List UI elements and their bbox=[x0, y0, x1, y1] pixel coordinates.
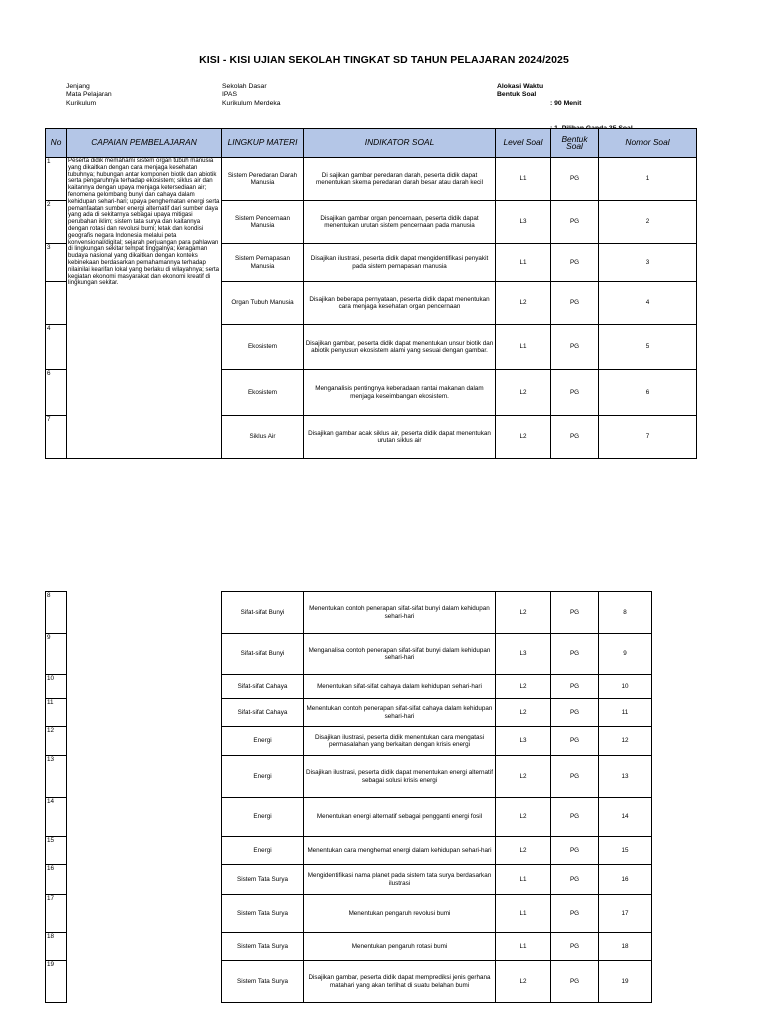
row-bentuk: PG bbox=[551, 416, 599, 459]
row-level: L1 bbox=[496, 933, 551, 961]
row-indikator: Disajikan gambar, peserta didik dapat menentukan unsur biotik dan abiotik penyusun ekosistem alami yang sesuai dengan gambar. bbox=[304, 325, 496, 370]
row-indikator: Menentukan contoh penerapan sifat-sifat cahaya dalam kehidupan sehari-hari bbox=[304, 699, 496, 727]
row-no: 17 bbox=[46, 895, 67, 933]
row-nomor: 19 bbox=[599, 961, 652, 1003]
row-level: L2 bbox=[496, 798, 551, 837]
row-bentuk: PG bbox=[551, 961, 599, 1003]
meta-value-mapel: IPAS bbox=[222, 91, 237, 99]
row-bentuk: PG bbox=[551, 837, 599, 865]
row-lingkup: Sifat-sifat Bunyi bbox=[222, 634, 304, 675]
row-no: 2 bbox=[46, 201, 67, 244]
row-lingkup: Sistem Tata Surya bbox=[222, 895, 304, 933]
row-lingkup: Sistem Tata Surya bbox=[222, 933, 304, 961]
header-indikator: INDIKATOR SOAL bbox=[304, 129, 496, 158]
row-indikator: Disajikan gambar, peserta didik dapat memprediksi jenis gerhana matahari yang akan terlihat di suatu belahan bumi bbox=[304, 961, 496, 1003]
row-lingkup: Ekosistem bbox=[222, 370, 304, 416]
row-no: 15 bbox=[46, 837, 67, 865]
row-no: 18 bbox=[46, 933, 67, 961]
row-lingkup: Energi bbox=[222, 837, 304, 865]
row-indikator: Mengidentifikasi nama planet pada sistem tata surya berdasarkan ilustrasi bbox=[304, 865, 496, 895]
row-level: L2 bbox=[496, 370, 551, 416]
header-lingkup: LINGKUP MATERI bbox=[222, 129, 304, 158]
meta-label-alokasi: Alokasi Waktu bbox=[497, 83, 544, 90]
row-level: L3 bbox=[496, 727, 551, 756]
row-nomor: 11 bbox=[599, 699, 652, 727]
row-level: L2 bbox=[496, 699, 551, 727]
table-row bbox=[46, 158, 697, 201]
row-indikator: Di sajikan gambar peredaran darah, peserta didik dapat menentukan skema peredaran darah besar atau darah kecil bbox=[304, 158, 496, 201]
row-no: 9 bbox=[46, 634, 67, 675]
header-no: No bbox=[46, 129, 67, 158]
row-indikator: Disajikan gambar organ pencernaan, peserta didik dapat menentukan urutan sistem pencernaan pada manusia bbox=[304, 201, 496, 244]
meta-values bbox=[222, 83, 281, 108]
row-nomor: 17 bbox=[599, 895, 652, 933]
row-bentuk: PG bbox=[551, 675, 599, 699]
row-level: L2 bbox=[496, 416, 551, 459]
row-bentuk: PG bbox=[551, 865, 599, 895]
row-lingkup: Sifat-sifat Bunyi bbox=[222, 592, 304, 634]
row-lingkup: Energi bbox=[222, 798, 304, 837]
row-level: L1 bbox=[496, 865, 551, 895]
row-level: L2 bbox=[496, 282, 551, 325]
row-nomor: 6 bbox=[599, 370, 697, 416]
row-no: 19 bbox=[46, 961, 67, 1003]
kisi-table-page-1 bbox=[45, 128, 697, 459]
row-no: 16 bbox=[46, 865, 67, 895]
row-level: L2 bbox=[496, 837, 551, 865]
row-nomor: 13 bbox=[599, 756, 652, 798]
row-level: L3 bbox=[496, 201, 551, 244]
meta-value-jenjang: Sekolah Dasar bbox=[222, 83, 267, 90]
row-no: 6 bbox=[46, 370, 67, 416]
row-lingkup: Sistem Tata Surya bbox=[222, 961, 304, 1003]
row-bentuk: PG bbox=[551, 592, 599, 634]
row-bentuk: PG bbox=[551, 158, 599, 201]
header-nomor: Nomor Soal bbox=[599, 129, 697, 158]
kisi-table-page-2 bbox=[45, 591, 652, 1003]
row-indikator: Menentukan contoh penerapan sifat-sifat bunyi dalam kehidupan sehari-hari bbox=[304, 592, 496, 634]
row-indikator: Disajikan beberapa pernyataan, peserta didik dapat menentukan cara menjaga kesehatan organ pencernaan bbox=[304, 282, 496, 325]
row-level: L1 bbox=[496, 244, 551, 282]
row-lingkup: Sifat-sifat Cahaya bbox=[222, 699, 304, 727]
row-nomor: 3 bbox=[599, 244, 697, 282]
row-nomor: 18 bbox=[599, 933, 652, 961]
blank-gap bbox=[67, 592, 222, 1003]
table-header-row bbox=[46, 129, 697, 158]
meta-label-bentuk: Bentuk Soal bbox=[497, 91, 537, 99]
row-no bbox=[46, 282, 67, 325]
row-lingkup: Sistem Pencernaan Manusia bbox=[222, 201, 304, 244]
row-bentuk: PG bbox=[551, 201, 599, 244]
row-nomor: 12 bbox=[599, 727, 652, 756]
meta-label-jenjang: Jenjang bbox=[66, 83, 90, 90]
header-bentuk: Bentuk Soal bbox=[551, 129, 599, 158]
row-lingkup: Siklus Air bbox=[222, 416, 304, 459]
row-lingkup: Sistem Peredaran Darah Manusia bbox=[222, 158, 304, 201]
row-no: 14 bbox=[46, 798, 67, 837]
row-no: 12 bbox=[46, 727, 67, 756]
row-indikator: Menentukan cara menghemat energi dalam kehidupan sehari-hari bbox=[304, 837, 496, 865]
row-bentuk: PG bbox=[551, 798, 599, 837]
row-indikator: Menentukan sifat-sifat cahaya dalam kehidupan sehari-hari bbox=[304, 675, 496, 699]
row-level: L2 bbox=[496, 961, 551, 1003]
row-no: 8 bbox=[46, 592, 67, 634]
row-lingkup: Sifat-sifat Cahaya bbox=[222, 675, 304, 699]
row-nomor: 15 bbox=[599, 837, 652, 865]
document-title: KISI - KISI UJIAN SEKOLAH TINGKAT SD TAHUN PELAJARAN 2024/2025 bbox=[199, 54, 569, 66]
row-bentuk: PG bbox=[551, 634, 599, 675]
row-nomor: 4 bbox=[599, 282, 697, 325]
table-row bbox=[46, 592, 652, 634]
row-nomor: 14 bbox=[599, 798, 652, 837]
row-nomor: 10 bbox=[599, 675, 652, 699]
meta-value-kurikulum: Kurikulum Merdeka bbox=[222, 99, 281, 107]
row-no: 1 bbox=[46, 158, 67, 201]
row-indikator: Disajikan ilustrasi, peserta didik dapat menentukan energi alternatif sebagai solusi krisis energi bbox=[304, 756, 496, 798]
row-lingkup: Energi bbox=[222, 727, 304, 756]
row-level: L1 bbox=[496, 158, 551, 201]
row-nomor: 16 bbox=[599, 865, 652, 895]
row-lingkup: Sistem Pernapasan Manusia bbox=[222, 244, 304, 282]
row-level: L3 bbox=[496, 634, 551, 675]
row-level: L2 bbox=[496, 592, 551, 634]
row-no: 11 bbox=[46, 699, 67, 727]
row-indikator: Menganalisis pentingnya keberadaan rantai makanan dalam menjaga keseimbangan ekosistem. bbox=[304, 370, 496, 416]
row-nomor: 5 bbox=[599, 325, 697, 370]
row-bentuk: PG bbox=[551, 282, 599, 325]
row-indikator: Menganalisa contoh penerapan sifat-sifat bunyi dalam kehidupan sehari-hari bbox=[304, 634, 496, 675]
meta-label-mapel: Mata Pelajaran bbox=[66, 91, 112, 99]
row-bentuk: PG bbox=[551, 370, 599, 416]
row-bentuk: PG bbox=[551, 895, 599, 933]
row-indikator: Disajikan gambar acak siklus air, peserta didik dapat menentukan urutan siklus air bbox=[304, 416, 496, 459]
row-lingkup: Energi bbox=[222, 756, 304, 798]
row-indikator: Disajikan ilustrasi, peserta didik menentukan cara mengatasi permasalahan yang berkaitan dengan krisis energi bbox=[304, 727, 496, 756]
meta-labels bbox=[66, 83, 112, 108]
row-lingkup: Organ Tubuh Manusia bbox=[222, 282, 304, 325]
header-level: Level Soal bbox=[496, 129, 551, 158]
row-lingkup: Ekosistem bbox=[222, 325, 304, 370]
row-no: 7 bbox=[46, 416, 67, 459]
row-no: 13 bbox=[46, 756, 67, 798]
row-nomor: 8 bbox=[599, 592, 652, 634]
capaian-pembelajaran-text: Peserta didik memahami sistem organ tubuh manusia yang dikaitkan dengan cara menjaga kesehatan tubuhnya; hubungan antar komponen biotik dan abiotik serta pengaruhnya terhadap ekosistem; siklus air dan kaitannya dengan upaya menjaga ketersediaan air; fenomena gelombang bunyi dan cahaya dalam kehidupan sehari-hari; upaya penghematan energi serta pemanfaatan sumber energi alternatif dari sumber daya yang ada di sekitarnya sebagai upaya mitigasi perubahan iklim; sistem tata surya dan kaitannya dengan rotasi dan revolusi bumi; letak dan kondisi geografis negara Indonesia melalui peta konvensional/digital; sejarah perjuangan para pahlawan di lingkungan sekitar tempat tinggalnya; keragaman budaya nasional yang dikaitkan dengan konteks kebinekaan berdasarkan pemahamannya terhadap nilainilai kearifan lokal yang berlaku di wilayahnya; serta kegiatan ekonomi masyarakat dan ekonomi kreatif di lingkungan sekitar. bbox=[67, 158, 222, 459]
row-no: 4 bbox=[46, 325, 67, 370]
row-bentuk: PG bbox=[551, 727, 599, 756]
row-indikator: Menentukan pengaruh rotasi bumi bbox=[304, 933, 496, 961]
row-nomor: 1 bbox=[599, 158, 697, 201]
meta-right-labels bbox=[497, 83, 543, 100]
row-bentuk: PG bbox=[551, 933, 599, 961]
row-nomor: 9 bbox=[599, 634, 652, 675]
row-lingkup: Sistem Tata Surya bbox=[222, 865, 304, 895]
meta-value-alokasi: : 90 Menit bbox=[550, 99, 582, 107]
row-bentuk: PG bbox=[551, 244, 599, 282]
row-indikator: Disajikan ilustrasi, peserta didik dapat mengidentifikasi penyakit pada sistem pernapasan manusia bbox=[304, 244, 496, 282]
row-level: L2 bbox=[496, 675, 551, 699]
row-bentuk: PG bbox=[551, 325, 599, 370]
row-level: L2 bbox=[496, 756, 551, 798]
row-level: L1 bbox=[496, 325, 551, 370]
header-capaian: CAPAIAN PEMBELAJARAN bbox=[67, 129, 222, 158]
row-no: 3 bbox=[46, 244, 67, 282]
row-level: L1 bbox=[496, 895, 551, 933]
row-indikator: Menentukan energi alternatif sebagai pengganti energi fosil bbox=[304, 798, 496, 837]
row-indikator: Menentukan pengaruh revolusi bumi bbox=[304, 895, 496, 933]
row-bentuk: PG bbox=[551, 756, 599, 798]
row-bentuk: PG bbox=[551, 699, 599, 727]
row-nomor: 7 bbox=[599, 416, 697, 459]
row-no: 10 bbox=[46, 675, 67, 699]
row-nomor: 2 bbox=[599, 201, 697, 244]
meta-label-kurikulum: Kurikulum bbox=[66, 99, 97, 107]
